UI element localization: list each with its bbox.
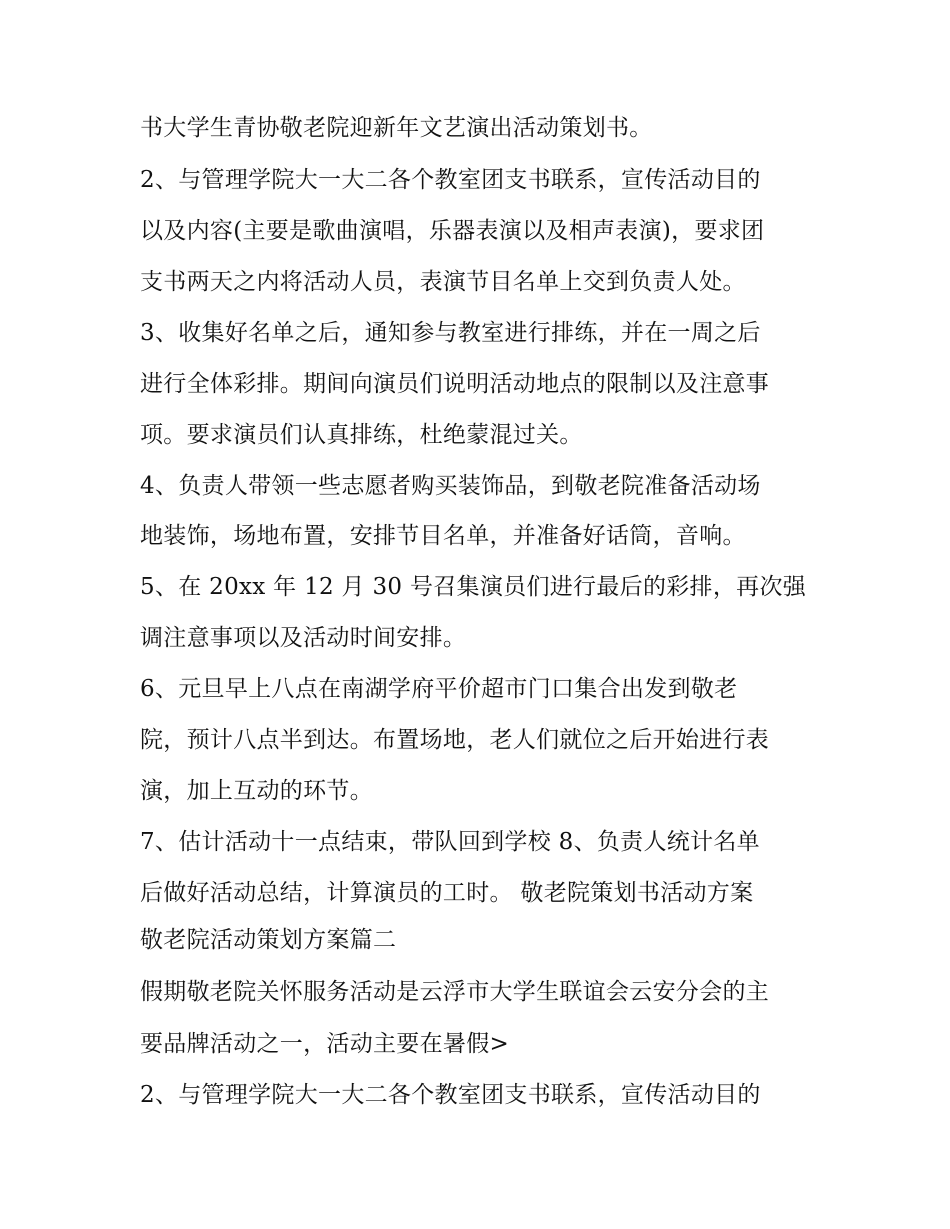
text-line: 2、与管理学院大一大二各个教室团支书联系，宣传活动目的 — [140, 167, 761, 193]
text-line: 敬老院活动策划方案篇二 — [140, 927, 397, 953]
text-line: 演，加上互动的环节。 — [140, 778, 373, 804]
text-line: 以及内容(主要是歌曲演唱，乐器表演以及相声表演)，要求团 — [140, 218, 765, 244]
text-line: 调注意事项以及活动时间安排。 — [140, 625, 467, 651]
text-line: 假期敬老院关怀服务活动是云浮市大学生联谊会云安分会的主 — [140, 979, 770, 1005]
text-line: 支书两天之内将活动人员，表演节目名单上交到负责人处。 — [140, 269, 746, 295]
text-line: 院，预计八点半到达。布置场地，老人们就位之后开始进行表 — [140, 727, 770, 753]
text-line: 后做好活动总结，计算演员的工时。 敬老院策划书活动方案 — [140, 880, 754, 906]
text-line: 3、收集好名单之后，通知参与教室进行排练，并在一周之后 — [140, 320, 761, 346]
text-line: 进行全体彩排。期间向演员们说明活动地点的限制以及注意事 — [140, 371, 770, 397]
text-line: 书大学生青协敬老院迎新年文艺演出活动策划书。 — [140, 115, 653, 141]
text-line: 5、在 20xx 年 12 月 30 号召集演员们进行最后的彩排，再次强 — [140, 574, 807, 600]
text-line: 4、负责人带领一些志愿者购买装饰品，到敬老院准备活动场 — [140, 473, 761, 499]
text-line: 地装饰，场地布置，安排节目名单，并准备好话筒，音响。 — [140, 523, 746, 549]
text-line: 要品牌活动之一，活动主要在暑假> — [140, 1031, 510, 1057]
text-line: 6、元旦早上八点在南湖学府平价超市门口集合出发到敬老 — [140, 676, 738, 702]
text-line: 项。要求演员们认真排练，杜绝蒙混过关。 — [140, 422, 583, 448]
text-line: 7、估计活动十一点结束，带队回到学校 8、负责人统计名单 — [140, 829, 760, 855]
text-line: 2、与管理学院大一大二各个教室团支书联系，宣传活动目的 — [140, 1082, 761, 1108]
